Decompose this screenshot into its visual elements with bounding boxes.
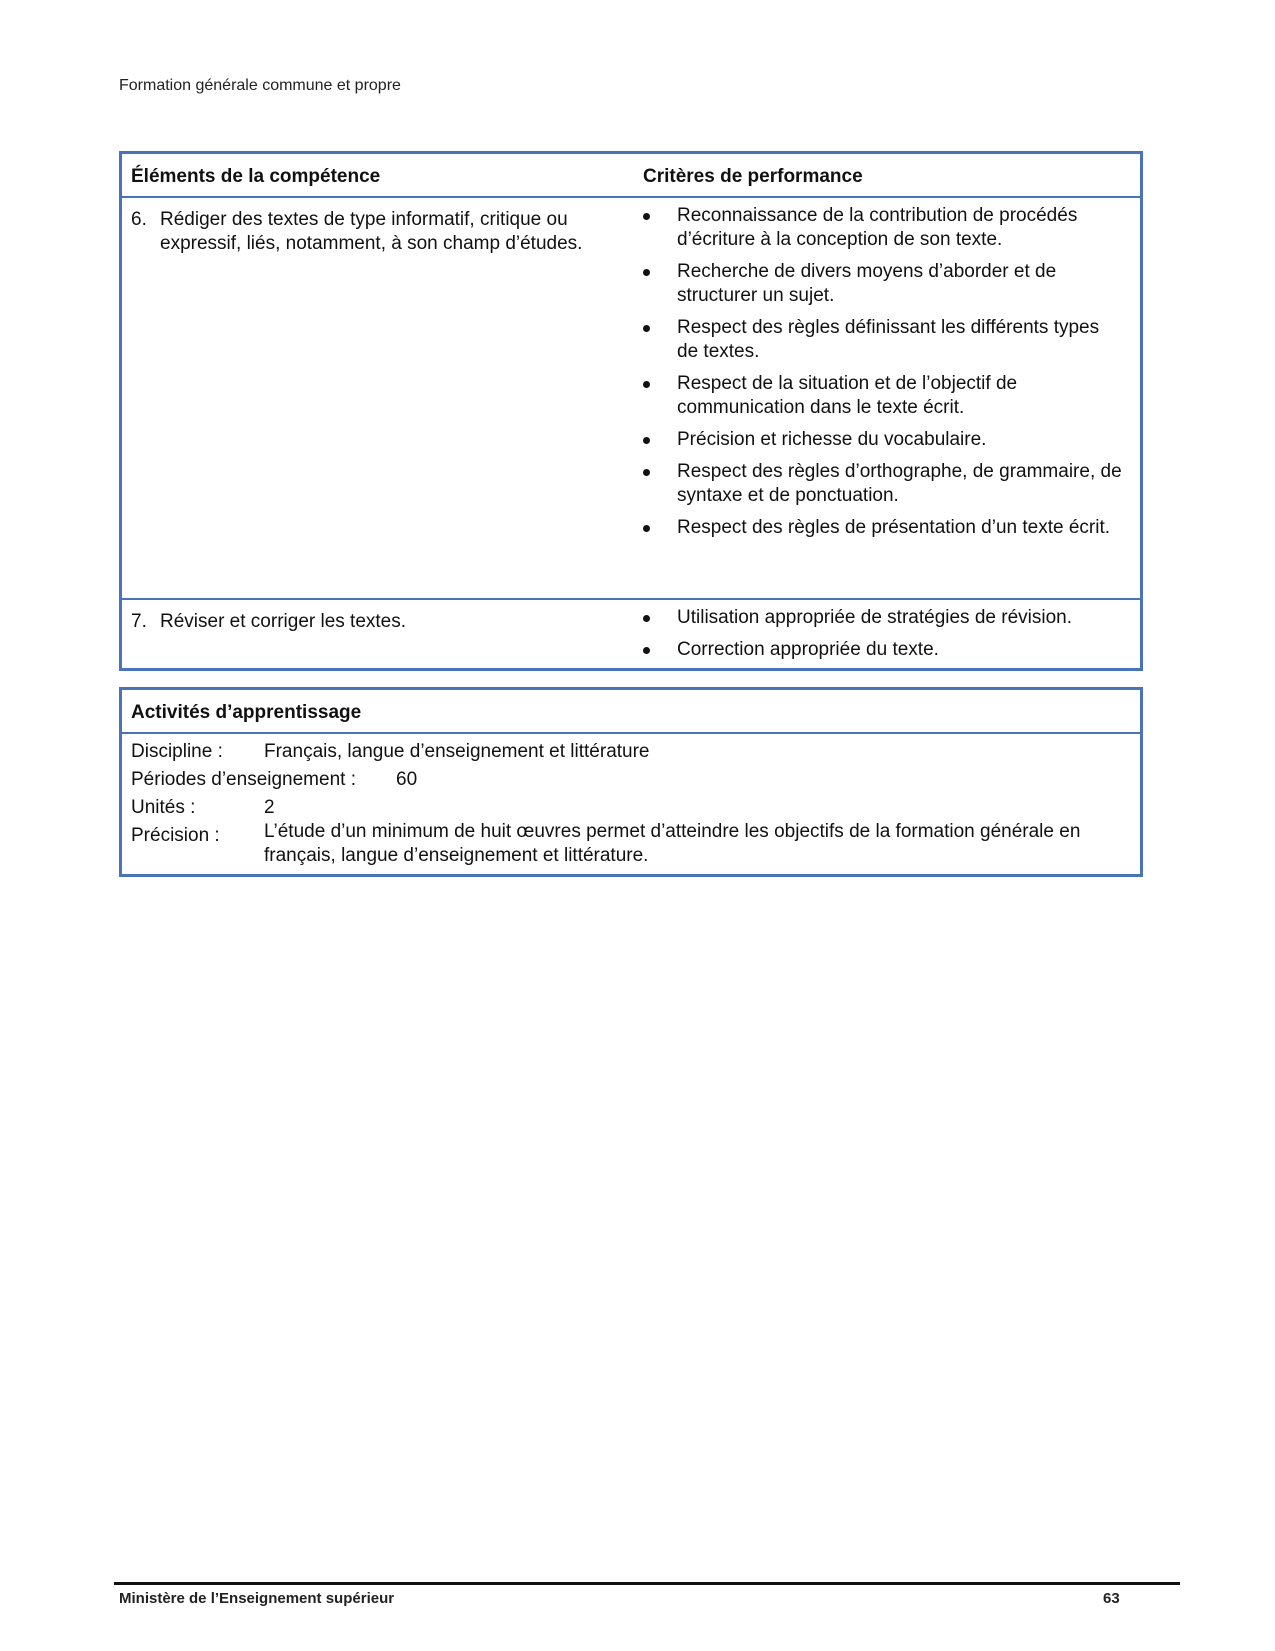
- element-text: Rédiger des textes de type informatif, critique ou expressif, liés, notamment, à son champ d’études.: [160, 209, 583, 254]
- bullet-icon: [643, 269, 650, 276]
- precision-line: [131, 821, 1131, 868]
- activities-box: [119, 687, 1143, 877]
- list-item: [643, 260, 1123, 308]
- list-item: [643, 316, 1123, 364]
- periodes-label: Périodes d’enseignement :: [131, 769, 356, 790]
- bullet-icon: [643, 213, 650, 220]
- list-item: [643, 372, 1123, 420]
- col-header-elements: Éléments de la compétence: [131, 166, 381, 187]
- criterion-text: Respect des règles définissant les différents types de textes.: [677, 317, 1100, 362]
- list-item: [643, 460, 1123, 508]
- periodes-line: [131, 768, 1131, 792]
- col-header-criteria: Critères de performance: [643, 166, 863, 187]
- criterion-text: Correction appropriée du texte.: [677, 639, 939, 660]
- unites-value: 2: [264, 797, 275, 818]
- discipline-label: Discipline :: [131, 741, 223, 762]
- table-row: [122, 198, 1140, 600]
- criterion-text: Respect des règles d’orthographe, de grammaire, de syntaxe et de ponctuation.: [677, 461, 1122, 506]
- footer-ministry: Ministère de l’Enseignement supérieur: [119, 1590, 395, 1607]
- element-number: 6.: [131, 209, 147, 230]
- bullet-icon: [643, 437, 650, 444]
- list-item: [643, 638, 1123, 662]
- bullet-icon: [643, 325, 650, 332]
- list-item: [643, 516, 1123, 540]
- criteria-list: [643, 204, 1123, 548]
- criteria-list: [643, 606, 1123, 670]
- running-header: Formation générale commune et propre: [119, 77, 401, 94]
- competence-element: [131, 610, 611, 634]
- list-item: [643, 606, 1123, 630]
- footer-divider: [114, 1582, 1180, 1585]
- criterion-text: Utilisation appropriée de stratégies de révision.: [677, 607, 1072, 628]
- list-item: [643, 428, 1123, 452]
- activities-body: [122, 734, 1140, 878]
- criterion-text: Recherche de divers moyens d’aborder et de structurer un sujet.: [677, 261, 1057, 306]
- activities-title: Activités d’apprentissage: [131, 702, 362, 723]
- bullet-icon: [643, 469, 650, 476]
- criterion-text: Reconnaissance de la contribution de procédés d’écriture à la conception de son texte.: [677, 205, 1078, 250]
- unites-line: [131, 796, 1131, 820]
- precision-label: Précision :: [131, 825, 220, 846]
- periodes-value: 60: [396, 769, 418, 790]
- criterion-text: Respect des règles de présentation d’un texte écrit.: [677, 517, 1111, 538]
- precision-value: L’étude d’un minimum de huit œuvres permet d’atteindre les objectifs de la formation générale en français, langue d’enseignement et littérature.: [264, 821, 1081, 866]
- competence-table-header: [122, 154, 1140, 198]
- element-text: Réviser et corriger les textes.: [160, 611, 407, 632]
- unites-label: Unités :: [131, 797, 196, 818]
- bullet-icon: [643, 525, 650, 532]
- bullet-icon: [643, 381, 650, 388]
- discipline-line: [131, 740, 1131, 764]
- competence-element: [131, 208, 611, 256]
- bullet-icon: [643, 615, 650, 622]
- activities-header: [122, 690, 1140, 734]
- list-item: [643, 204, 1123, 252]
- discipline-value: Français, langue d’enseignement et littérature: [264, 741, 650, 762]
- bullet-icon: [643, 647, 650, 654]
- criterion-text: Respect de la situation et de l’objectif de communication dans le texte écrit.: [677, 373, 1018, 418]
- competence-table: [119, 151, 1143, 671]
- table-row: [122, 600, 1140, 670]
- criterion-text: Précision et richesse du vocabulaire.: [677, 429, 987, 450]
- element-number: 7.: [131, 611, 147, 632]
- page-number: 63: [1103, 1590, 1120, 1607]
